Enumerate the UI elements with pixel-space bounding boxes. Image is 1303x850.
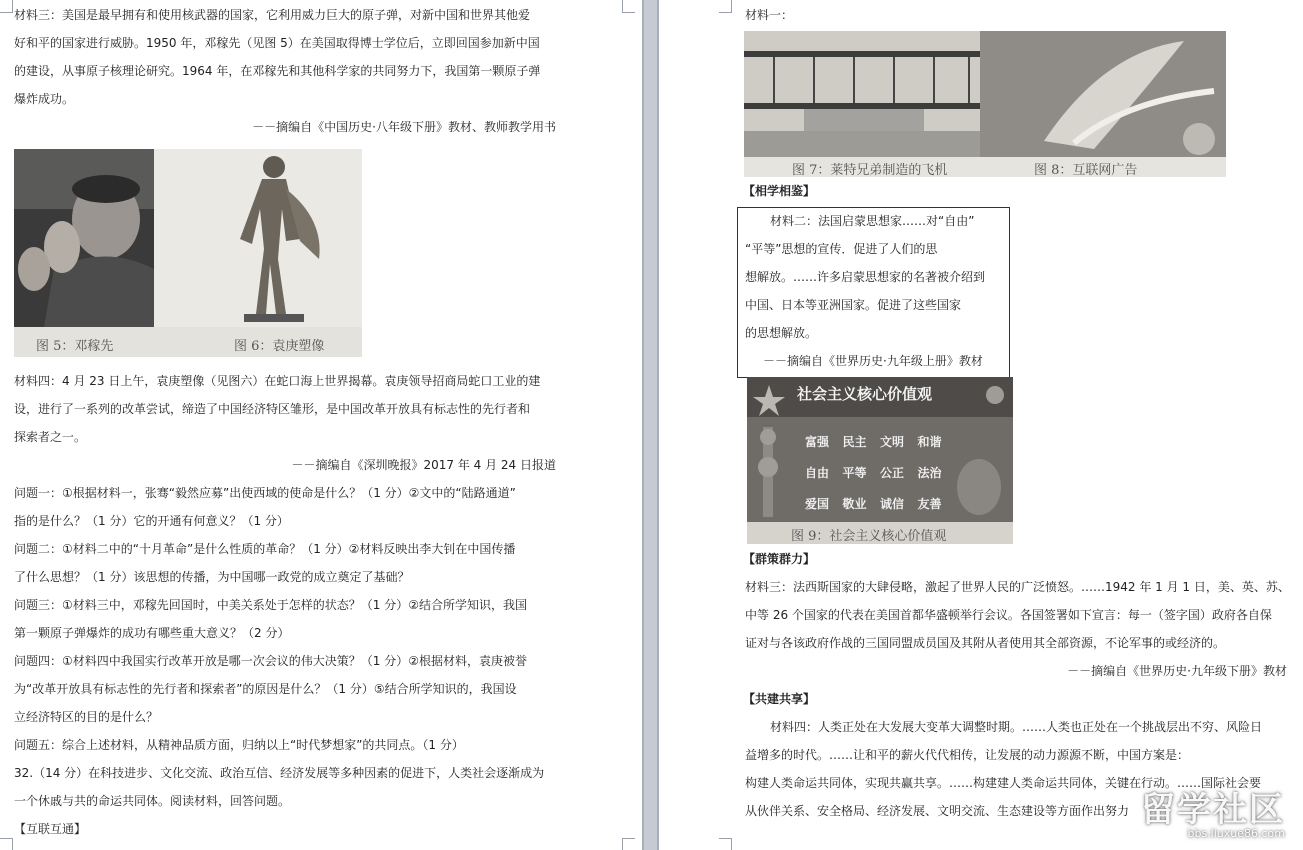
material4-line: 构建人类命运共同体，实现共赢共享。……构建建人类命运共同体，关键在行动。……国际社会要: [745, 776, 1262, 790]
question-line: 问题二：①材料二中的“十月革命”是什么性质的革命？（1 分）②材料反映出李大钊在中国传播: [14, 542, 516, 556]
material3-line: 中等 26 个国家的代表在美国首都华盛顿举行会议。各国签署如下宣言：每一（签字国）政府各自保: [745, 608, 1272, 622]
gutter-edge: [642, 0, 644, 850]
material2-line: 中国、日本等亚洲国家。促进了这些国家: [745, 298, 962, 312]
question-line: 问题一：①根据材料一，张骞“毅然应募”出使西域的使命是什么？（1 分）②文中的“陆路通道”: [14, 486, 516, 500]
material2-line: “平等”思想的宣传．促进了人们的思: [745, 242, 938, 256]
watermark-url: bbs.liuxue86.com: [1187, 827, 1285, 840]
left-page: [0, 0, 642, 850]
question-line: 第一颗原子弹爆炸的成功有哪些重大意义？（2 分）: [14, 626, 290, 640]
material2-line: 材料二：法国启蒙思想家……对“自由”: [770, 214, 975, 228]
question-line: 问题三：①材料三中，邓稼先回国时，中美关系处于怎样的状态？（1 分）②结合所学知识，我国: [14, 598, 527, 612]
yuan-geng-statue: [174, 149, 362, 329]
material4-line: 益增多的时代。……让和平的薪火代代相传，让发展的动力源源不断，中国方案是：: [745, 748, 1190, 762]
material3-line: 的建设，从事原子核理论研究。1964 年，在邓稼先和其他科学家的共同努力下，我国第一颗原子弹: [14, 64, 541, 78]
core-value: 友善: [917, 497, 942, 511]
core-value: 法治: [917, 466, 942, 480]
material1-label: 材料一：: [745, 8, 794, 22]
site-watermark: [1141, 792, 1285, 840]
wright-plane-and-bird-image: [744, 31, 1226, 177]
core-value: 文明: [880, 435, 905, 449]
page-corner-mark: [622, 0, 635, 13]
question-line: 立经济特区的目的是什么？: [14, 710, 159, 724]
core-value: 爱国: [805, 497, 830, 511]
material3-line: 材料三：法西斯国家的大肆侵略，激起了世界人民的广泛愤怒。……1942 年 1 月 1 日，美、英、苏、: [745, 580, 1290, 594]
material3-source: －－摘编自《中国历史·八年级下册》教材、教师教学用书: [252, 120, 556, 134]
material3-line: 证对与各该政府作战的三国同盟成员国及其附从者使用其全部资源，不论军事的或经济的。: [745, 636, 1226, 650]
material3-line: 好和平的国家进行威胁。1950 年，邓稼先（见图 5）在美国取得博士学位后，立即回国参加新中国: [14, 36, 540, 50]
figure-8-caption: 图 8：互联网广告: [1034, 163, 1138, 177]
figure-7-8-photo: [744, 31, 1226, 177]
core-value: 自由: [805, 466, 830, 480]
figure-5-caption: 图 5：邓稼先: [36, 339, 114, 354]
section-heading-qunce: 【群策群力】: [743, 552, 816, 566]
material2-line: 想解放。……许多启蒙思想家的名著被介绍到: [745, 270, 986, 284]
page-corner-mark: [0, 838, 13, 850]
material2-line: 的思想解放。: [745, 326, 818, 340]
material4-line: 材料四：4 月 23 日上午，袁庚塑像（见图六）在蛇口海上世界揭幕。袁庚领导招商局蛇口工业的建: [14, 374, 541, 388]
material3-line: 材料三：美国是最早拥有和使用核武器的国家，它利用威力巨大的原子弹，对新中国和世界其他爱: [14, 8, 531, 22]
material4-line: 探索者之一。: [14, 430, 87, 444]
question-line: 一个休戚与共的命运共同体。阅读材料，回答问题。: [14, 794, 291, 808]
material3-source: －－摘编自《世界历史·九年级下册》教材: [1067, 664, 1287, 678]
core-value: 民主: [842, 435, 867, 449]
material4-line: 设，进行了一系列的改革尝试，缔造了中国经济特区雏形，是中国改革开放具有标志性的先行者和: [14, 402, 531, 416]
question-line: 问题五：综合上述材料，从精神品质方面，归纳以上“时代梦想家”的共同点。（1 分）: [14, 738, 464, 752]
material3-line: 爆炸成功。: [14, 92, 75, 106]
page-corner-mark: [622, 838, 635, 850]
figure-7-caption: 图 7：莱特兄弟制造的飞机: [792, 163, 948, 177]
core-values-grid: [805, 433, 955, 512]
page-corner-mark: [719, 0, 732, 13]
figure-9-poster: [747, 377, 1013, 544]
section-heading-hulian: 【互联互通】: [14, 822, 87, 836]
question-line: 32.（14 分）在科技进步、文化交流、政治互信、经济发展等多种因素的促进下，人类社会逐渐成为: [14, 766, 545, 780]
core-value: 公正: [880, 466, 905, 480]
question-line: 指的是什么？（1 分）它的开通有何意义？（1 分）: [14, 514, 289, 528]
figure-6-caption: 图 6：袁庚塑像: [234, 339, 325, 354]
core-value: 富强: [805, 435, 830, 449]
material4-line: 材料四：人类正处在大发展大变革大调整时期。……人类也正处在一个挑战层出不穷、风险日: [770, 720, 1263, 734]
material4-source: －－摘编自《深圳晚报》2017 年 4 月 24 日报道: [291, 458, 556, 472]
section-heading-xiangxue: 【相学相鉴】: [743, 184, 816, 198]
watermark-title: 留学社区: [1141, 790, 1285, 830]
core-value: 诚信: [880, 497, 905, 511]
material2-source: －－摘编自《世界历史·九年级上册》教材: [763, 354, 983, 368]
section-heading-gongjian: 【共建共享】: [743, 692, 816, 706]
material4-line: 从伙伴关系、安全格局、经济发展、文明交流、生态建设等方面作出努力: [745, 804, 1130, 818]
question-line: 了什么思想？（1 分）该思想的传播，为中国哪一政党的成立奠定了基础？: [14, 570, 410, 584]
figure-9-banner: 社会主义核心价值观: [797, 385, 933, 403]
question-line: 为“改革开放具有标志性的先行者和探索者”的原因是什么？（1 分）⑤结合所学知识的，我国设: [14, 682, 517, 696]
core-value: 敬业: [842, 497, 867, 511]
question-line: 问题四：①材料四中我国实行改革开放是哪一次会议的伟大决策？（1 分）②根据材料，袁庚被誉: [14, 654, 527, 668]
page-corner-mark: [719, 838, 732, 850]
core-value: 和谐: [917, 435, 942, 449]
page-corner-mark: [0, 0, 13, 13]
core-value: 平等: [842, 466, 867, 480]
figure-5-6-photo: [14, 149, 362, 357]
right-page: [659, 0, 1303, 850]
figure-9-caption: 图 9：社会主义核心价值观: [791, 529, 947, 544]
